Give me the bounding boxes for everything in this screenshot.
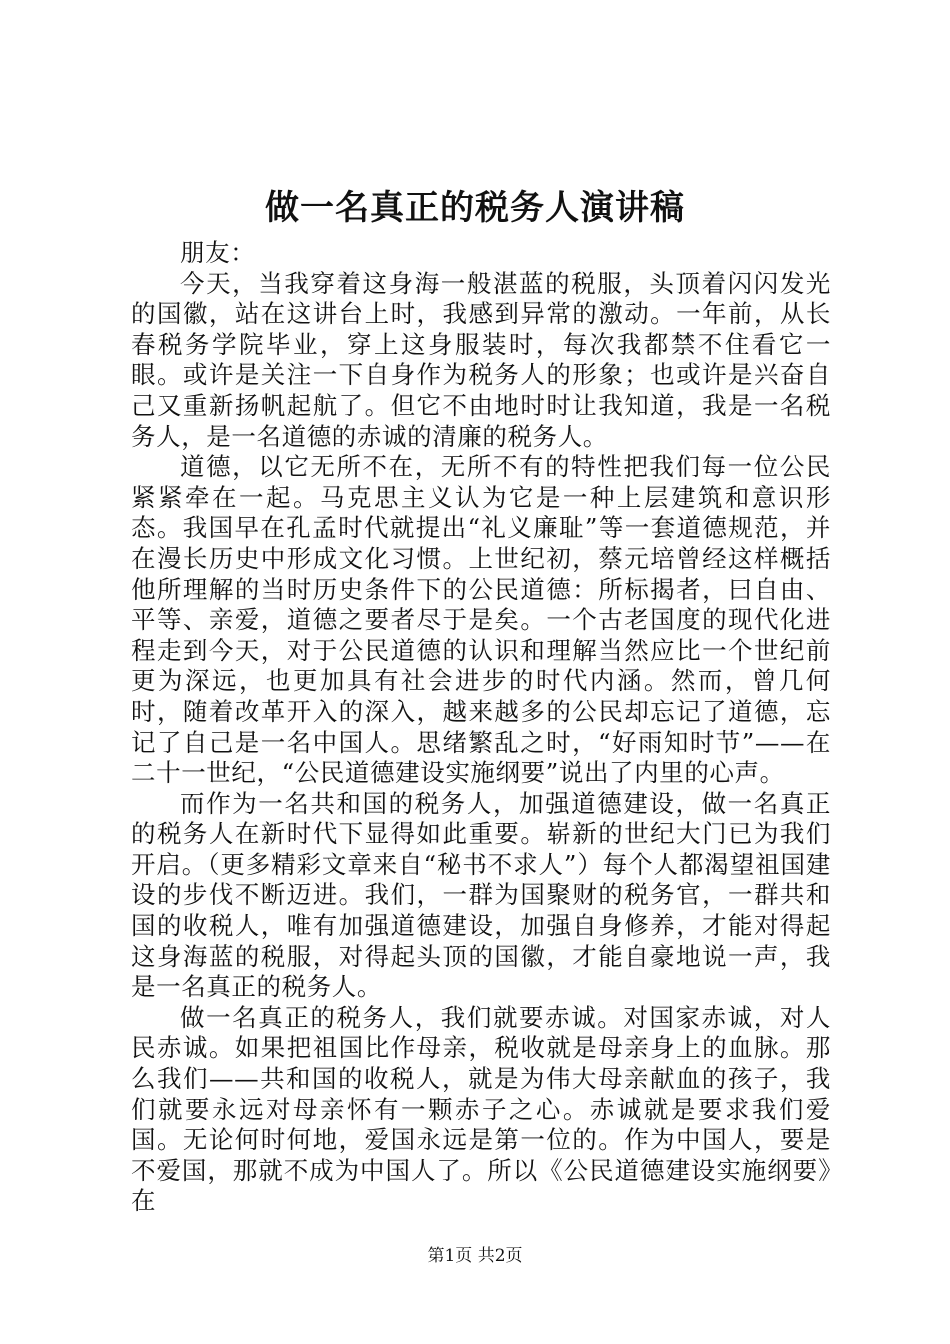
paragraph-3: 而作为一名共和国的税务人，加强道德建设，做一名真正的税务人在新时代下显得如此重要。崭新的世纪大门已为我们开启。（更多精彩文章来自“秘书不求人”）每个人都渴望祖国建设的步伐不断迈进。我们，一群为国聚财的税务官，一群共和国的收税人，唯有加强道德建设，加强自身修养，才能对得起这身海蓝的税服，对得起头顶的国徽，才能自豪地说一声，我是一名真正的税务人。	[131, 788, 831, 1002]
page-footer: 第1页 共2页	[427, 1246, 523, 1266]
document-body	[131, 238, 831, 1217]
paragraph-2: 道德，以它无所不在，无所不有的特性把我们每一位公民紧紧牵在一起。马克思主义认为它是一种上层建筑和意识形态。我国早在孔孟时代就提出“礼义廉耻”等一套道德规范，并在漫长历史中形成文化习惯。上世纪初，蔡元培曾经这样概括他所理解的当时历史条件下的公民道德：所标揭者，曰自由、平等、亲爱，道德之要者尽于是矣。一个古老国度的现代化进程走到今天，对于公民道德的认识和理解当然应比一个世纪前更为深远，也更加具有社会进步的时代内涵。然而，曾几何时，随着改革开入的深入，越来越多的公民却忘记了道德，忘记了自己是一名中国人。思绪繁乱之时，“好雨知时节”——在二十一世纪，“公民道德建设实施纲要”说出了内里的心声。	[131, 452, 831, 788]
document-title: 做一名真正的税务人演讲稿	[265, 188, 685, 228]
paragraph-1: 今天，当我穿着这身海一般湛蓝的税服，头顶着闪闪发光的国徽，站在这讲台上时，我感到异常的激动。一年前，从长春税务学院毕业，穿上这身服装时，每次我都禁不住看它一眼。或许是关注一下自身作为税务人的形象；也或许是兴奋自己又重新扬帆起航了。但它不由地时时让我知道，我是一名税务人，是一名道德的赤诚的清廉的税务人。	[131, 268, 831, 451]
paragraph-4: 做一名真正的税务人，我们就要赤诚。对国家赤诚，对人民赤诚。如果把祖国比作母亲，税收就是母亲身上的血脉。那么我们——共和国的收税人，就是为伟大母亲献血的孩子，我们就要永远对母亲怀有一颗赤子之心。赤诚就是要求我们爱国。无论何时何地，爱国永远是第一位的。作为中国人，要是不爱国，那就不成为中国人了。所以《公民道德建设实施纲要》在	[131, 1002, 831, 1216]
paragraph-greeting: 朋友：	[180, 238, 256, 267]
